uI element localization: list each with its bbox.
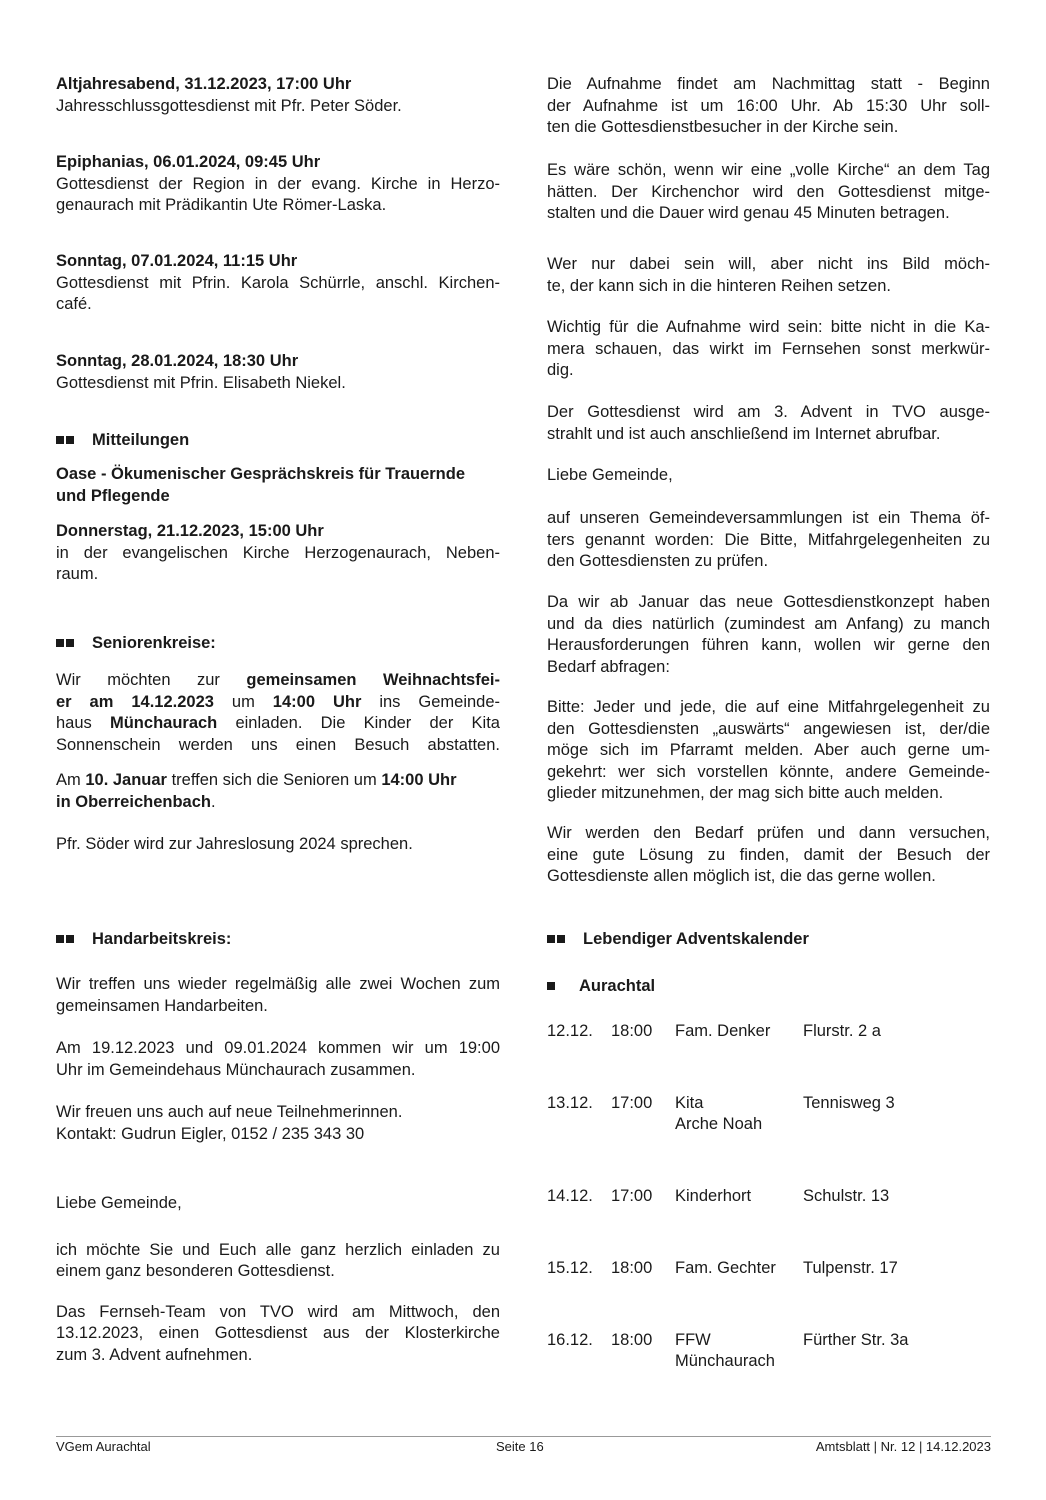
gemeinde-letter: [56, 1193, 500, 1366]
oase-block: [56, 464, 500, 586]
text-line: und da dies natürlich (zumindest am Anfang) zu manch: [547, 614, 990, 633]
advent-host: Fam. Denker: [675, 1022, 771, 1040]
advent-date: 14.12.: [547, 1187, 593, 1205]
paragraph: [547, 823, 990, 888]
advent-address: Schulstr. 13: [803, 1187, 890, 1205]
text-line: ten die Gottesdienstbesucher in der Kirche sein.: [547, 118, 899, 136]
text-line: Liebe Gemeinde,: [547, 466, 673, 484]
text-line: Wir werden den Bedarf prüfen und dann versuchen,: [547, 824, 990, 842]
advent-time: 17:00: [611, 1187, 653, 1205]
event-sonntag-2801: [56, 351, 500, 394]
section-heading-handarbeitskreis: [56, 929, 500, 951]
square-bullet-icon: [56, 430, 82, 452]
paragraph: [547, 697, 990, 805]
text-line: Wer nur dabei sein will, aber nicht ins Bild möch-: [547, 255, 990, 273]
paragraph: [547, 508, 990, 573]
footer-page-number: Seite 16: [496, 1439, 544, 1454]
event-epiphanias: [56, 152, 500, 217]
text-line: stalten und die Dauer wird genau 45 Minuten betragen.: [547, 204, 950, 222]
oase-date: Donnerstag, 21.12.2023, 15:00 Uhr: [56, 522, 324, 540]
handarbeit-paragraph: [56, 974, 500, 1145]
advent-time: 17:00: [611, 1094, 653, 1112]
paragraph: [547, 465, 990, 487]
text-line: auf unseren Gemeindeversammlungen ist ein Thema öf-: [547, 509, 990, 527]
footer-left: VGem Aurachtal: [56, 1439, 151, 1454]
section-heading-seniorenkreise: [56, 633, 500, 655]
text-line: in Oberreichenbach.: [56, 792, 216, 811]
subheading-label: Aurachtal: [579, 977, 656, 995]
oase-place: in der evangelischen Kirche Herzogenaurach, Neben-: [56, 543, 500, 562]
text-line: Am 19.12.2023 und 09.01.2024 kommen wir um 19:00: [56, 1039, 500, 1057]
event-text: genaurach mit Prädikantin Ute Römer-Laska.: [56, 196, 387, 214]
event-text: Gottesdienst der Region in der evang. Kirche in Herzo-: [56, 174, 500, 193]
text-line: Die Aufnahme findet am Nachmittag statt - Beginn: [547, 75, 990, 93]
event-sonntag-0701: [56, 251, 500, 316]
advent-host: Kita: [675, 1094, 704, 1112]
text-line: Das Fernseh-Team von TVO wird am Mittwoch, den: [56, 1302, 500, 1321]
paragraph: [547, 402, 990, 445]
advent-host-line2: Münchaurach: [675, 1352, 775, 1370]
footer-right: Amtsblatt | Nr. 12 | 14.12.2023: [815, 1439, 991, 1454]
heading-label: Mitteilungen: [92, 431, 190, 449]
text-line: Es wäre schön, wenn wir eine „volle Kirche“ an dem Tag: [547, 161, 990, 179]
event-title: Sonntag, 28.01.2024, 18:30 Uhr: [56, 352, 299, 370]
paragraph: [547, 317, 990, 382]
greeting: Liebe Gemeinde,: [56, 1194, 182, 1212]
event-title: Altjahresabend, 31.12.2023, 17:00 Uhr: [56, 75, 352, 93]
text-line: Sonnenschein werden uns einen Besuch abstatten.: [56, 735, 500, 754]
text-line: Herausforderungen führen kann, wollen wir gerne den: [547, 636, 990, 654]
text-line: der Aufnahme ist um 16:00 Uhr. Ab 15:30 Uhr soll-: [547, 96, 990, 115]
text-line: Bitte: Jeder und jede, die auf eine Mitfahrgelegenheit zu: [547, 698, 990, 716]
advent-date: 15.12.: [547, 1259, 593, 1277]
square-bullet-icon: [547, 976, 569, 998]
text-line: eine gute Lösung zu finden, damit der Besuch der: [547, 845, 990, 864]
paragraph: [547, 160, 990, 225]
text-line: te, der kann sich in die hinteren Reihen setzen.: [547, 276, 891, 295]
advent-time: 18:00: [611, 1259, 653, 1277]
text-line: Am 10. Januar treffen sich die Senioren um 14:00 Uhr: [56, 771, 457, 789]
paragraph: [547, 254, 990, 297]
text-line: gemeinsamen Handarbeiten.: [56, 996, 268, 1015]
text-line: Uhr im Gemeindehaus Münchaurach zusammen.: [56, 1060, 416, 1079]
text-line: er am 14.12.2023 um 14:00 Uhr ins Gemeinde-: [56, 692, 501, 711]
text-line: ters genannt worden: Die Bitte, Mitfahrgelegenheiten zu: [547, 530, 990, 549]
text-line: Da wir ab Januar das neue Gottesdienstkonzept haben: [547, 593, 990, 611]
event-altjahresabend: [56, 74, 500, 117]
text-line: möge sich im Pfarramt melden. Aber auch gerne um-: [547, 741, 990, 759]
text-line: dig.: [547, 361, 574, 379]
event-text: Gottesdienst mit Pfrin. Karola Schürrle, anschl. Kirchen-: [56, 273, 500, 292]
text-line: ich möchte Sie und Euch alle ganz herzlich einladen zu: [56, 1240, 500, 1259]
oase-title: und Pflegende: [56, 486, 170, 505]
subheading-aurachtal: [547, 976, 990, 998]
text-line: strahlt und ist auch anschließend im Internet abrufbar.: [547, 424, 941, 443]
text-line: Wir möchten zur gemeinsamen Weihnachtsfei-: [56, 671, 500, 689]
text-line: Der Gottesdienst wird am 3. Advent in TVO ausge-: [547, 403, 990, 421]
text-line: hätten. Der Kirchenchor wird den Gottesdienst mitge-: [547, 182, 990, 201]
event-text: Jahresschlussgottesdienst mit Pfr. Peter Söder.: [56, 96, 402, 115]
advent-time: 18:00: [611, 1022, 653, 1040]
text-line: Gottesdienste allen möglich ist, die das gerne wollen.: [547, 867, 936, 885]
square-bullet-icon: [547, 929, 573, 951]
senioren-paragraph: [56, 670, 500, 856]
text-line: den Gottesdiensten zu prüfen.: [547, 552, 769, 570]
event-text: Gottesdienst mit Pfrin. Elisabeth Niekel.: [56, 373, 346, 392]
text-line: Kontakt: Gudrun Eigler, 0152 / 235 343 30: [56, 1124, 365, 1143]
advent-host-line2: Arche Noah: [675, 1115, 763, 1133]
advent-address: Flurstr. 2 a: [803, 1022, 881, 1040]
event-title: Epiphanias, 06.01.2024, 09:45 Uhr: [56, 153, 321, 171]
text-line: gekehrt: wer sich vorstellen könnte, andere Gemeinde-: [547, 762, 990, 781]
paragraph: [547, 74, 990, 139]
section-heading-mitteilungen: [56, 430, 500, 452]
text-line: den Gottesdiensten „auswärts“ angewiesen ist, der/die: [547, 719, 990, 738]
heading-label: Seniorenkreise:: [92, 634, 216, 652]
oase-place: raum.: [56, 565, 99, 583]
advent-date: 12.12.: [547, 1022, 593, 1040]
text-line: Pfr. Söder wird zur Jahreslosung 2024 sprechen.: [56, 835, 413, 853]
advent-address: Tennisweg 3: [803, 1094, 895, 1112]
advent-host: Fam. Gechter: [675, 1259, 776, 1277]
advent-date: 13.12.: [547, 1094, 593, 1112]
text-line: Bedarf abfragen:: [547, 657, 670, 676]
event-text: café.: [56, 295, 92, 313]
text-line: mera schauen, das wirkt im Fernsehen sonst merkwür-: [547, 339, 990, 358]
heading-label: Lebendiger Adventskalender: [583, 930, 809, 948]
text-line: glieder mitzunehmen, der mag sich bitte auch melden.: [547, 784, 944, 802]
oase-title: Oase - Ökumenischer Gesprächskreis für Trauernde: [56, 465, 466, 483]
advent-host: FFW: [675, 1331, 711, 1349]
text-line: Wir freuen uns auch auf neue Teilnehmerinnen.: [56, 1103, 403, 1121]
advent-time: 18:00: [611, 1331, 653, 1349]
paragraph: [547, 592, 990, 678]
heading-label: Handarbeitskreis:: [92, 930, 232, 948]
square-bullet-icon: [56, 633, 82, 655]
advent-address: Fürther Str. 3a: [803, 1331, 909, 1349]
section-heading-adventskalender: [547, 929, 990, 951]
text-line: haus Münchaurach einladen. Die Kinder der Kita: [56, 714, 500, 732]
text-line: Wir treffen uns wieder regelmäßig alle zwei Wochen zum: [56, 975, 500, 993]
event-title: Sonntag, 07.01.2024, 11:15 Uhr: [56, 252, 298, 270]
advent-host: Kinderhort: [675, 1187, 752, 1205]
advent-date: 16.12.: [547, 1331, 593, 1349]
page-footer: [56, 1436, 991, 1454]
advent-address: Tulpenstr. 17: [803, 1259, 898, 1277]
square-bullet-icon: [56, 929, 82, 951]
text-line: 13.12.2023, einen Gottesdienst aus der Klosterkirche: [56, 1324, 500, 1342]
text-line: zum 3. Advent aufnehmen.: [56, 1345, 253, 1364]
text-line: Wichtig für die Aufnahme wird sein: bitte nicht in die Ka-: [547, 318, 990, 336]
text-line: einem ganz besonderen Gottesdienst.: [56, 1262, 335, 1280]
